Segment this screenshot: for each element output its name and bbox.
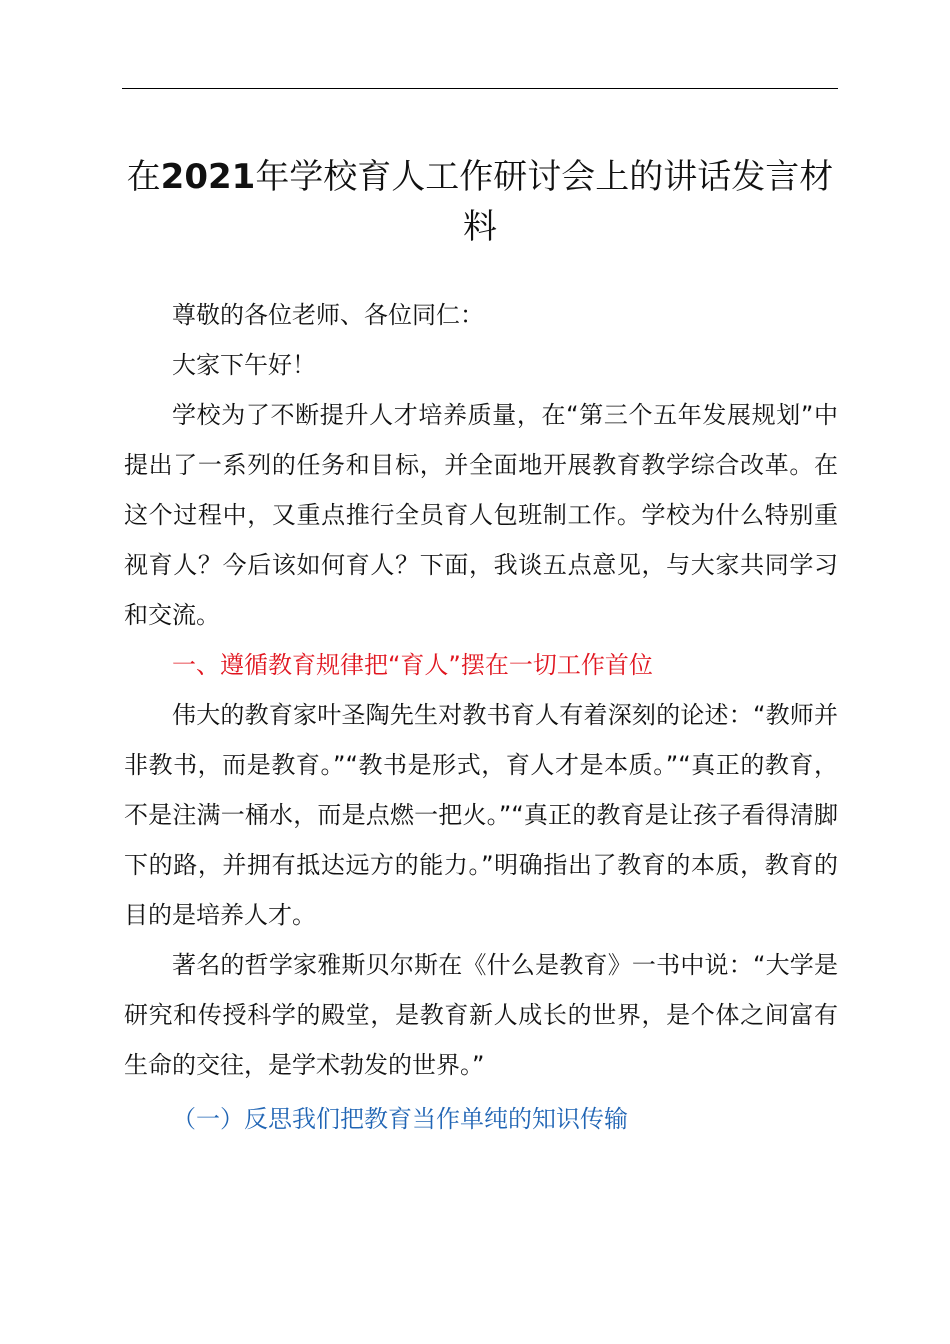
greeting: 大家下午好！ bbox=[172, 351, 316, 379]
document-body bbox=[124, 290, 838, 1144]
quote-paragraph-1: 伟大的教育家叶圣陶先生对教书育人有着深刻的论述：“教师并非教书，而是教育。”“教书是形式，育人才是本质。”“真正的教育，不是注满一桶水，而是点燃一把火。”“真正的教育是让孩子看得清脚下的路，并拥有抵达远方的能力。”明确指出了教育的本质，教育的目的是培养人才。 bbox=[124, 701, 838, 929]
subsection-heading-1: （一）反思我们把教育当作单纯的知识传输 bbox=[172, 1105, 628, 1133]
intro-paragraph: 学校为了不断提升人才培养质量，在“第三个五年发展规划”中提出了一系列的任务和目标，并全面地开展教育教学综合改革。在这个过程中，又重点推行全员育人包班制工作。学校为什么特别重视育人？今后该如何育人？下面，我谈五点意见，与大家共同学习和交流。 bbox=[124, 401, 838, 629]
quote-paragraph-2: 著名的哲学家雅斯贝尔斯在《什么是教育》一书中说：“大学是研究和传授科学的殿堂，是教育新人成长的世界，是个体之间富有生命的交往，是学术勃发的世界。” bbox=[124, 951, 838, 1079]
header-rule bbox=[122, 88, 838, 89]
title-prefix: 在 bbox=[126, 157, 161, 197]
salutation: 尊敬的各位老师、各位同仁： bbox=[172, 301, 484, 329]
document-title bbox=[112, 152, 848, 252]
title-rest: 年学校育人工作研讨会上的讲话发言材料 bbox=[255, 157, 834, 247]
section-heading-1: 一、遵循教育规律把“育人”摆在一切工作首位 bbox=[172, 651, 653, 679]
title-year: 2021 bbox=[160, 157, 256, 197]
